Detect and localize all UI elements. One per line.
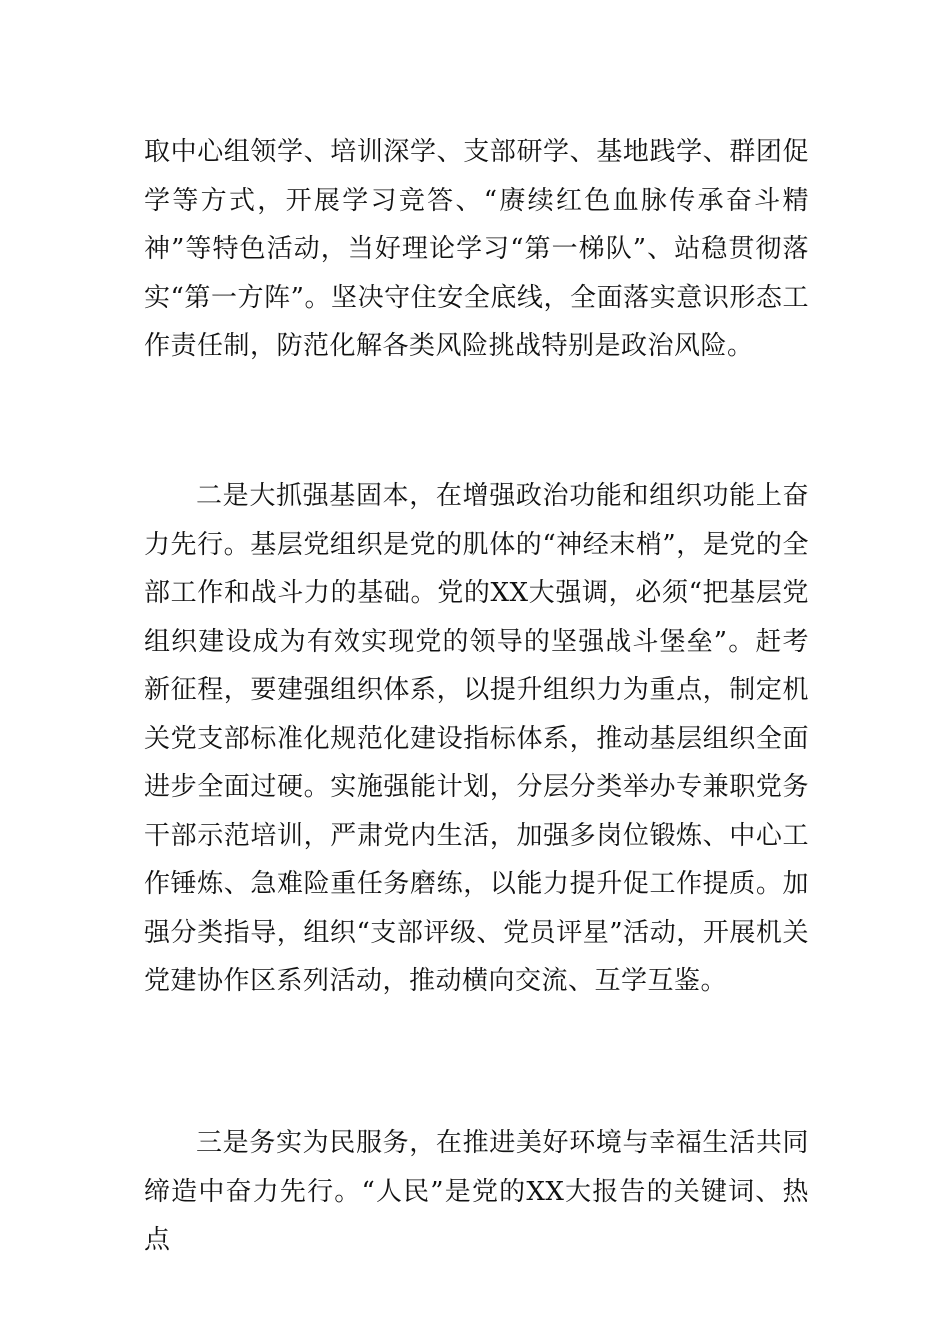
paragraph-strengthen-foundation: 二是大抓强基固本，在增强政治功能和组织功能上奋力先行。基层党组织是党的肌体的“神经末梢”，是党的全部工作和战斗力的基础。党的XX大强调，必须“把基层党组织建设成为有效实现党的领导的坚强战斗堡垒”。赶考新征程，要建强组织体系，以提升组织力为重点，制定机关党支部标准化规范化建设指标体系，推动基层组织全面进步全面过硬。实施强能计划，分层分类举办专兼职党务干部示范培训，严肃党内生活，加强多岗位锻炼、中心工作锤炼、急难险重任务磨练，以能力提升促工作提质。加强分类指导，组织“支部评级、党员评星”活动，开展机关党建协作区系列活动，推动横向交流、互学互鉴。 [144,481,809,996]
paragraph-continuation: 取中心组领学、培训深学、支部研学、基地践学、群团促学等方式，开展学习竞答、“赓续红色血脉传承奋斗精神”等特色活动，当好理论学习“第一梯队”、站稳贯彻落实“第一方阵”。坚决守住安全底线，全面落实意识形态工作责任制，防范化解各类风险挑战特别是政治风险。 [144,137,809,361]
paragraph-serve-people: 三是务实为民服务，在推进美好环境与幸福生活共同缔造中奋力先行。“人民”是党的XX大报告的关键词、热点 [144,1128,809,1255]
